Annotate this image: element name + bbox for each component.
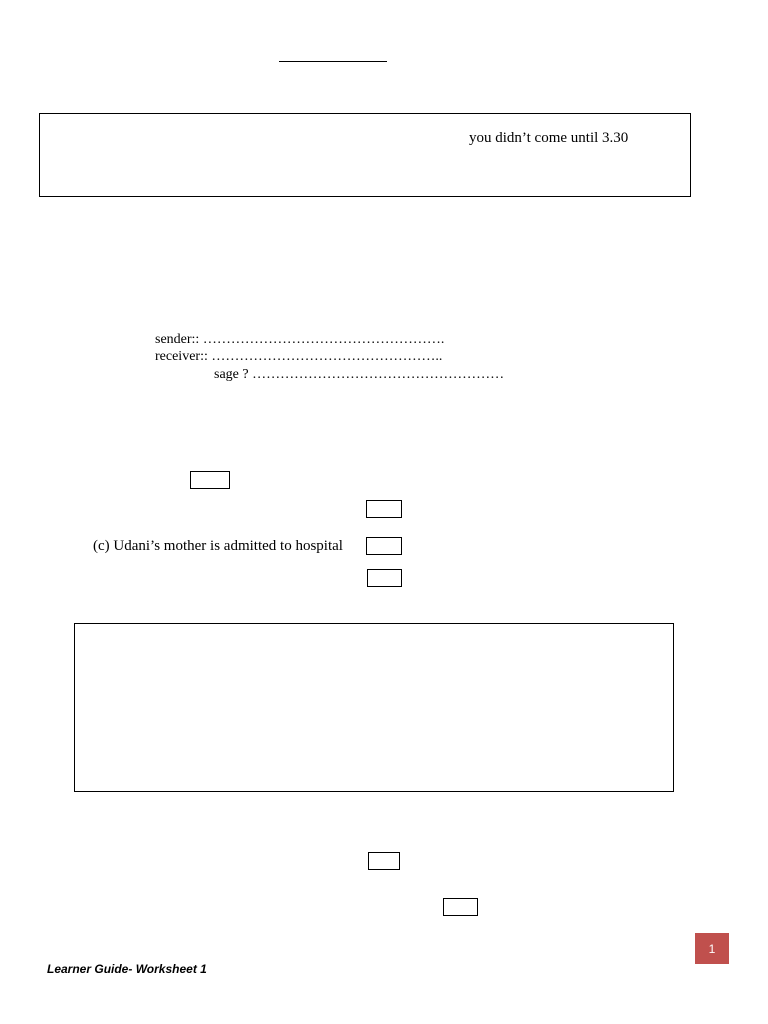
footer-title: Learner Guide- Worksheet 1 — [47, 962, 207, 976]
answer-box-1[interactable] — [190, 471, 230, 489]
answer-box-2[interactable] — [366, 500, 402, 518]
page-number-badge — [695, 933, 729, 964]
answer-box-4[interactable] — [367, 569, 402, 587]
answer-box-5[interactable] — [368, 852, 400, 870]
receiver-line — [155, 349, 442, 365]
passage-box-text: you didn’t come until 3.30 — [469, 130, 629, 146]
answer-box-6[interactable] — [443, 898, 478, 916]
page-number: 1 — [708, 941, 716, 956]
message-dots: ……………………………………………… — [252, 367, 505, 382]
writing-box[interactable] — [74, 623, 674, 792]
title-underline — [279, 61, 387, 62]
message-line — [214, 367, 504, 383]
option-c-text: (c) Udani’s mother is admitted to hospital — [93, 538, 343, 554]
sender-dots: ……………………………………………. — [202, 332, 445, 347]
passage-box — [39, 113, 691, 197]
sender-line — [155, 332, 444, 348]
receiver-label: receiver:: — [155, 349, 208, 364]
answer-box-3[interactable] — [366, 537, 402, 555]
receiver-dots: ………………………………………….. — [211, 349, 443, 364]
sender-label: sender:: — [155, 332, 200, 347]
message-label: sage ? — [214, 367, 249, 382]
